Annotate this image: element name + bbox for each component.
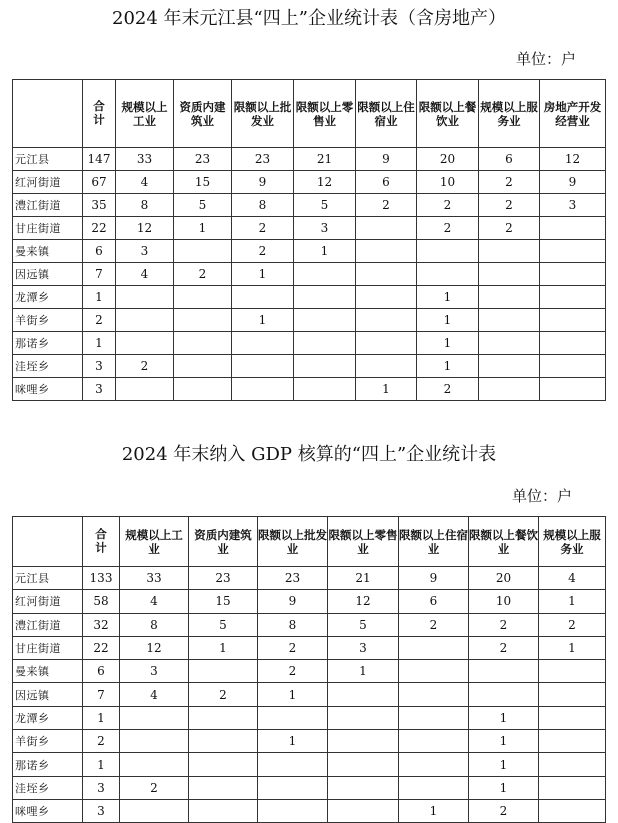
value-cell: 23	[258, 567, 328, 590]
column-header: 合计	[83, 517, 120, 567]
value-cell	[294, 355, 356, 378]
value-cell	[232, 355, 294, 378]
value-cell: 7	[83, 683, 120, 706]
value-cell	[356, 286, 417, 309]
value-cell: 1	[417, 355, 479, 378]
region-name-cell: 澧江街道	[13, 194, 83, 217]
table-row	[13, 753, 606, 776]
value-cell: 3	[83, 776, 120, 799]
value-cell	[258, 776, 328, 799]
table-row	[13, 332, 606, 355]
value-cell	[539, 799, 606, 822]
column-header: 资质内建筑业	[174, 80, 232, 148]
enterprise-table-gdp	[12, 516, 606, 823]
region-name-cell: 因远镇	[13, 263, 83, 286]
value-cell: 2	[120, 776, 189, 799]
value-cell: 12	[328, 590, 399, 613]
table-row	[13, 776, 606, 799]
value-cell	[540, 309, 606, 332]
header-row	[13, 517, 606, 567]
value-cell	[174, 355, 232, 378]
region-name-cell: 因远镇	[13, 683, 83, 706]
value-cell: 2	[83, 730, 120, 753]
value-cell	[417, 263, 479, 286]
value-cell	[174, 309, 232, 332]
value-cell: 2	[469, 636, 539, 659]
region-name-cell: 洼垤乡	[13, 355, 83, 378]
region-name-cell: 那诺乡	[13, 332, 83, 355]
region-name-cell: 龙潭乡	[13, 286, 83, 309]
table-row	[13, 378, 606, 401]
value-cell	[294, 286, 356, 309]
value-cell: 6	[479, 148, 540, 171]
value-cell	[174, 240, 232, 263]
value-cell	[189, 730, 258, 753]
value-cell	[189, 799, 258, 822]
value-cell: 8	[258, 613, 328, 636]
value-cell: 3	[120, 660, 189, 683]
value-cell: 1	[469, 706, 539, 729]
value-cell: 9	[540, 171, 606, 194]
value-cell: 3	[328, 636, 399, 659]
value-cell: 20	[417, 148, 479, 171]
value-cell	[540, 355, 606, 378]
table-row	[13, 590, 606, 613]
value-cell	[328, 706, 399, 729]
value-cell	[540, 263, 606, 286]
column-header: 规模以上工业	[116, 80, 174, 148]
value-cell	[469, 683, 539, 706]
value-cell	[469, 660, 539, 683]
value-cell: 5	[174, 194, 232, 217]
value-cell: 23	[232, 148, 294, 171]
table2-unit: 单位：户	[512, 487, 573, 505]
value-cell: 3	[83, 378, 116, 401]
value-cell: 4	[120, 590, 189, 613]
value-cell: 2	[399, 613, 469, 636]
value-cell: 22	[83, 636, 120, 659]
value-cell	[258, 753, 328, 776]
value-cell: 5	[189, 613, 258, 636]
value-cell	[399, 706, 469, 729]
table-row	[13, 706, 606, 729]
value-cell: 1	[189, 636, 258, 659]
enterprise-table-with-real-estate	[12, 79, 606, 401]
region-name-cell: 洼垤乡	[13, 776, 83, 799]
column-header: 房地产开发经营业	[540, 80, 606, 148]
value-cell: 1	[356, 378, 417, 401]
table-row	[13, 171, 606, 194]
value-cell	[356, 217, 417, 240]
value-cell	[356, 332, 417, 355]
column-header	[13, 80, 83, 148]
value-cell	[539, 753, 606, 776]
value-cell	[399, 660, 469, 683]
value-cell	[539, 706, 606, 729]
value-cell	[174, 332, 232, 355]
value-cell: 2	[539, 613, 606, 636]
value-cell: 23	[174, 148, 232, 171]
value-cell	[328, 683, 399, 706]
value-cell: 10	[469, 590, 539, 613]
value-cell: 5	[294, 194, 356, 217]
value-cell: 35	[83, 194, 116, 217]
value-cell: 2	[258, 636, 328, 659]
value-cell: 3	[116, 240, 174, 263]
value-cell: 2	[469, 613, 539, 636]
table-row	[13, 148, 606, 171]
table-row	[13, 194, 606, 217]
value-cell: 10	[417, 171, 479, 194]
value-cell: 32	[83, 613, 120, 636]
value-cell: 2	[189, 683, 258, 706]
value-cell	[539, 730, 606, 753]
value-cell: 3	[83, 355, 116, 378]
value-cell: 2	[479, 217, 540, 240]
value-cell	[116, 286, 174, 309]
value-cell	[294, 378, 356, 401]
value-cell: 2	[417, 194, 479, 217]
value-cell: 1	[232, 309, 294, 332]
value-cell: 2	[232, 217, 294, 240]
value-cell: 22	[83, 217, 116, 240]
region-name-cell: 曼来镇	[13, 240, 83, 263]
value-cell	[399, 753, 469, 776]
value-cell	[189, 706, 258, 729]
value-cell	[189, 776, 258, 799]
table-row	[13, 355, 606, 378]
value-cell: 21	[294, 148, 356, 171]
value-cell: 3	[540, 194, 606, 217]
value-cell: 21	[328, 567, 399, 590]
region-name-cell: 甘庄街道	[13, 217, 83, 240]
value-cell: 2	[258, 660, 328, 683]
region-name-cell: 元江县	[13, 567, 83, 590]
value-cell	[116, 309, 174, 332]
value-cell	[189, 753, 258, 776]
column-header: 限额以上餐饮业	[417, 80, 479, 148]
value-cell	[479, 332, 540, 355]
region-name-cell: 元江县	[13, 148, 83, 171]
region-name-cell: 羊街乡	[13, 730, 83, 753]
value-cell: 67	[83, 171, 116, 194]
value-cell	[116, 378, 174, 401]
value-cell	[479, 286, 540, 309]
value-cell	[479, 378, 540, 401]
value-cell: 2	[116, 355, 174, 378]
value-cell: 6	[83, 660, 120, 683]
column-header: 限额以上住宿业	[399, 517, 469, 567]
value-cell: 1	[539, 636, 606, 659]
value-cell: 1	[258, 683, 328, 706]
column-header: 规模以上工业	[120, 517, 189, 567]
column-header: 合计	[83, 80, 116, 148]
value-cell: 8	[116, 194, 174, 217]
table-row	[13, 636, 606, 659]
value-cell	[294, 263, 356, 286]
value-cell	[232, 378, 294, 401]
value-cell: 1	[232, 263, 294, 286]
table-row	[13, 660, 606, 683]
value-cell	[479, 355, 540, 378]
value-cell: 8	[120, 613, 189, 636]
value-cell: 9	[258, 590, 328, 613]
value-cell	[356, 309, 417, 332]
value-cell	[356, 355, 417, 378]
value-cell	[399, 636, 469, 659]
value-cell: 1	[399, 799, 469, 822]
value-cell: 12	[120, 636, 189, 659]
value-cell	[328, 799, 399, 822]
value-cell: 1	[328, 660, 399, 683]
value-cell	[294, 309, 356, 332]
value-cell	[399, 683, 469, 706]
table-row	[13, 730, 606, 753]
region-name-cell: 龙潭乡	[13, 706, 83, 729]
value-cell: 15	[189, 590, 258, 613]
region-name-cell: 咪哩乡	[13, 799, 83, 822]
value-cell: 4	[120, 683, 189, 706]
value-cell: 12	[116, 217, 174, 240]
region-name-cell: 澧江街道	[13, 613, 83, 636]
value-cell	[540, 286, 606, 309]
value-cell: 58	[83, 590, 120, 613]
value-cell	[539, 660, 606, 683]
value-cell	[479, 263, 540, 286]
value-cell	[417, 240, 479, 263]
value-cell	[540, 378, 606, 401]
value-cell: 9	[356, 148, 417, 171]
column-header: 限额以上零售业	[294, 80, 356, 148]
value-cell: 1	[417, 286, 479, 309]
value-cell: 4	[539, 567, 606, 590]
value-cell: 33	[120, 567, 189, 590]
value-cell: 1	[417, 332, 479, 355]
value-cell: 20	[469, 567, 539, 590]
value-cell: 1	[469, 730, 539, 753]
value-cell: 2	[479, 194, 540, 217]
value-cell: 12	[540, 148, 606, 171]
value-cell	[399, 776, 469, 799]
value-cell: 1	[417, 309, 479, 332]
value-cell: 2	[417, 217, 479, 240]
value-cell	[356, 263, 417, 286]
value-cell: 4	[116, 263, 174, 286]
value-cell	[328, 776, 399, 799]
value-cell	[232, 332, 294, 355]
value-cell	[356, 240, 417, 263]
column-header	[13, 517, 83, 567]
value-cell: 1	[174, 217, 232, 240]
value-cell: 1	[258, 730, 328, 753]
value-cell: 9	[232, 171, 294, 194]
column-header: 资质内建筑业	[189, 517, 258, 567]
value-cell	[174, 286, 232, 309]
value-cell: 9	[399, 567, 469, 590]
value-cell	[479, 309, 540, 332]
table1-unit: 单位：户	[516, 50, 577, 68]
table1-title: 2024 年末元江县“四上”企业统计表（含房地产）	[112, 8, 506, 29]
value-cell	[189, 660, 258, 683]
value-cell	[540, 240, 606, 263]
column-header: 限额以上零售业	[328, 517, 399, 567]
value-cell	[120, 799, 189, 822]
value-cell: 147	[83, 148, 116, 171]
value-cell	[540, 217, 606, 240]
value-cell: 2	[356, 194, 417, 217]
value-cell: 2	[83, 309, 116, 332]
value-cell	[258, 799, 328, 822]
value-cell: 12	[294, 171, 356, 194]
column-header: 规模以上服务业	[539, 517, 606, 567]
value-cell	[174, 378, 232, 401]
region-name-cell: 羊街乡	[13, 309, 83, 332]
table-row	[13, 263, 606, 286]
value-cell	[116, 332, 174, 355]
value-cell: 1	[469, 776, 539, 799]
value-cell: 2	[417, 378, 479, 401]
value-cell: 133	[83, 567, 120, 590]
column-header: 限额以上批发业	[232, 80, 294, 148]
table-row	[13, 799, 606, 822]
table-row	[13, 613, 606, 636]
value-cell: 1	[83, 332, 116, 355]
column-header: 限额以上餐饮业	[469, 517, 539, 567]
value-cell: 15	[174, 171, 232, 194]
value-cell	[328, 730, 399, 753]
value-cell	[120, 753, 189, 776]
region-name-cell: 咪哩乡	[13, 378, 83, 401]
value-cell: 8	[232, 194, 294, 217]
value-cell: 6	[356, 171, 417, 194]
value-cell	[479, 240, 540, 263]
table-row	[13, 240, 606, 263]
value-cell	[539, 776, 606, 799]
value-cell: 1	[469, 753, 539, 776]
table-row	[13, 286, 606, 309]
column-header: 规模以上服务业	[479, 80, 540, 148]
value-cell: 1	[83, 706, 120, 729]
column-header: 限额以上住宿业	[356, 80, 417, 148]
column-header: 限额以上批发业	[258, 517, 328, 567]
value-cell: 3	[294, 217, 356, 240]
table2-title: 2024 年末纳入 GDP 核算的“四上”企业统计表	[121, 444, 497, 465]
value-cell	[399, 730, 469, 753]
value-cell: 1	[83, 753, 120, 776]
value-cell: 6	[83, 240, 116, 263]
value-cell: 33	[116, 148, 174, 171]
value-cell: 3	[83, 799, 120, 822]
value-cell: 7	[83, 263, 116, 286]
value-cell: 2	[479, 171, 540, 194]
region-name-cell: 那诺乡	[13, 753, 83, 776]
value-cell	[539, 683, 606, 706]
value-cell	[294, 332, 356, 355]
value-cell: 23	[189, 567, 258, 590]
header-row	[13, 80, 606, 148]
region-name-cell: 曼来镇	[13, 660, 83, 683]
value-cell: 1	[539, 590, 606, 613]
value-cell: 1	[294, 240, 356, 263]
value-cell: 2	[174, 263, 232, 286]
table-row	[13, 567, 606, 590]
value-cell: 2	[232, 240, 294, 263]
region-name-cell: 甘庄街道	[13, 636, 83, 659]
value-cell: 4	[116, 171, 174, 194]
value-cell	[258, 706, 328, 729]
table-row	[13, 683, 606, 706]
value-cell	[120, 730, 189, 753]
region-name-cell: 红河街道	[13, 171, 83, 194]
value-cell	[540, 332, 606, 355]
value-cell	[232, 286, 294, 309]
region-name-cell: 红河街道	[13, 590, 83, 613]
value-cell	[120, 706, 189, 729]
value-cell: 5	[328, 613, 399, 636]
value-cell: 1	[83, 286, 116, 309]
value-cell: 6	[399, 590, 469, 613]
value-cell	[328, 753, 399, 776]
table-row	[13, 309, 606, 332]
table-row	[13, 217, 606, 240]
value-cell: 2	[469, 799, 539, 822]
